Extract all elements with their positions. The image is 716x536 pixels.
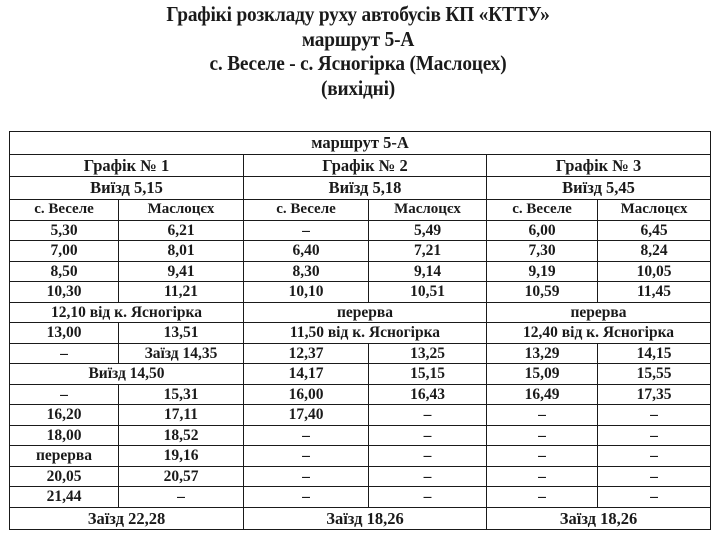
time-cell: 15,15 — [369, 364, 487, 385]
route-header: маршрут 5-А — [10, 132, 711, 155]
time-cell: – — [244, 466, 369, 487]
time-cell: 20,05 — [10, 466, 119, 487]
table-row — [10, 241, 711, 262]
table-row — [10, 323, 711, 344]
title-line-days: (вихідні) — [320, 75, 396, 100]
time-cell: Заїзд 14,35 — [119, 343, 244, 364]
break-cell: перерва — [487, 302, 711, 323]
time-cell: – — [369, 446, 487, 467]
time-cell: 8,24 — [598, 241, 711, 262]
time-cell: 20,57 — [119, 466, 244, 487]
break-cell: перерва — [244, 302, 487, 323]
note-cell: 11,50 від к. Ясногірка — [244, 323, 487, 344]
table-row — [10, 261, 711, 282]
route-header-row — [10, 132, 711, 155]
time-cell: 13,25 — [369, 343, 487, 364]
return-row — [10, 507, 711, 530]
table-row — [10, 466, 711, 487]
time-cell: – — [369, 405, 487, 426]
time-cell: 11,21 — [119, 282, 244, 303]
time-cell: – — [487, 446, 598, 467]
time-cell: – — [244, 220, 369, 241]
table-row — [10, 302, 711, 323]
graph-1-depart: Виїзд 5,15 — [10, 177, 244, 200]
table-row — [10, 425, 711, 446]
depart-row — [10, 177, 711, 200]
stop-header: Маслоцєх — [369, 199, 487, 220]
time-cell: – — [487, 466, 598, 487]
time-cell: – — [119, 487, 244, 508]
time-cell: 10,59 — [487, 282, 598, 303]
time-cell: 17,40 — [244, 405, 369, 426]
time-cell: – — [487, 425, 598, 446]
time-cell: – — [598, 446, 711, 467]
note-cell: Виїзд 14,50 — [10, 364, 244, 385]
note-cell: 12,40 від к. Ясногірка — [487, 323, 711, 344]
table-row — [10, 384, 711, 405]
table-row — [10, 343, 711, 364]
time-cell: – — [10, 384, 119, 405]
graph-3-label: Графік № 3 — [487, 154, 711, 177]
graph-2-depart: Виїзд 5,18 — [244, 177, 487, 200]
stop-header: с. Веселе — [244, 199, 369, 220]
time-cell: 16,43 — [369, 384, 487, 405]
time-cell: 15,55 — [598, 364, 711, 385]
time-cell: – — [598, 425, 711, 446]
time-cell: 11,45 — [598, 282, 711, 303]
time-cell: 6,21 — [119, 220, 244, 241]
graph-2-return: Заїзд 18,26 — [244, 507, 487, 530]
graph-header-row — [10, 154, 711, 177]
time-cell: 21,44 — [10, 487, 119, 508]
table-row — [10, 405, 711, 426]
time-cell: 8,30 — [244, 261, 369, 282]
note-cell: 12,10 від к. Ясногірка — [10, 302, 244, 323]
title-line-main: Графікі розкладу руху автобусів КП «КТТУ» — [166, 2, 550, 26]
time-cell: 19,16 — [119, 446, 244, 467]
time-cell: 18,00 — [10, 425, 119, 446]
table-row — [10, 364, 711, 385]
time-cell: – — [369, 466, 487, 487]
time-cell: 8,50 — [10, 261, 119, 282]
table-row — [10, 220, 711, 241]
time-cell: 7,00 — [10, 241, 119, 262]
time-cell: 7,21 — [369, 241, 487, 262]
time-cell: – — [244, 425, 369, 446]
schedule-table — [9, 131, 711, 530]
time-cell: – — [598, 466, 711, 487]
time-cell: 5,30 — [10, 220, 119, 241]
time-cell: 9,41 — [119, 261, 244, 282]
time-cell: 15,31 — [119, 384, 244, 405]
time-cell: 6,45 — [598, 220, 711, 241]
time-cell: 13,51 — [119, 323, 244, 344]
time-cell: 17,11 — [119, 405, 244, 426]
time-cell: – — [369, 487, 487, 508]
time-cell: 14,15 — [598, 343, 711, 364]
time-cell: 10,10 — [244, 282, 369, 303]
time-cell: 9,14 — [369, 261, 487, 282]
time-cell: – — [244, 446, 369, 467]
graph-2-label: Графік № 2 — [244, 154, 487, 177]
time-cell: перерва — [10, 446, 119, 467]
time-cell: 16,49 — [487, 384, 598, 405]
time-cell: – — [10, 343, 119, 364]
time-cell: 13,00 — [10, 323, 119, 344]
graph-1-label: Графік № 1 — [10, 154, 244, 177]
time-cell: 8,01 — [119, 241, 244, 262]
graph-1-return: Заїзд 22,28 — [10, 507, 244, 530]
time-cell: 16,00 — [244, 384, 369, 405]
time-cell: 7,30 — [487, 241, 598, 262]
time-cell: 10,30 — [10, 282, 119, 303]
graph-3-depart: Виїзд 5,45 — [487, 177, 711, 200]
time-cell: – — [487, 405, 598, 426]
title-line-route: маршрут 5-А — [301, 26, 415, 51]
time-cell: 13,29 — [487, 343, 598, 364]
time-cell: 5,49 — [369, 220, 487, 241]
stop-header: Маслоцєх — [598, 199, 711, 220]
graph-3-return: Заїзд 18,26 — [487, 507, 711, 530]
time-cell: – — [487, 487, 598, 508]
time-cell: 17,35 — [598, 384, 711, 405]
time-cell: – — [598, 487, 711, 508]
time-cell: 10,05 — [598, 261, 711, 282]
stop-header-row — [10, 199, 711, 220]
time-cell: – — [369, 425, 487, 446]
time-cell: – — [598, 405, 711, 426]
document-title — [0, 0, 716, 100]
time-cell: – — [244, 487, 369, 508]
time-cell: 16,20 — [10, 405, 119, 426]
time-cell: 14,17 — [244, 364, 369, 385]
time-cell: 6,00 — [487, 220, 598, 241]
time-cell: 10,51 — [369, 282, 487, 303]
time-cell: 18,52 — [119, 425, 244, 446]
table-row — [10, 282, 711, 303]
stop-header: Маслоцєх — [119, 199, 244, 220]
time-cell: 9,19 — [487, 261, 598, 282]
table-row — [10, 446, 711, 467]
stop-header: с. Веселе — [10, 199, 119, 220]
time-cell: 6,40 — [244, 241, 369, 262]
table-row — [10, 487, 711, 508]
time-cell: 12,37 — [244, 343, 369, 364]
title-line-direction: с. Веселе - с. Ясногірка (Маслоцех) — [209, 51, 507, 75]
time-cell: 15,09 — [487, 364, 598, 385]
stop-header: с. Веселе — [487, 199, 598, 220]
